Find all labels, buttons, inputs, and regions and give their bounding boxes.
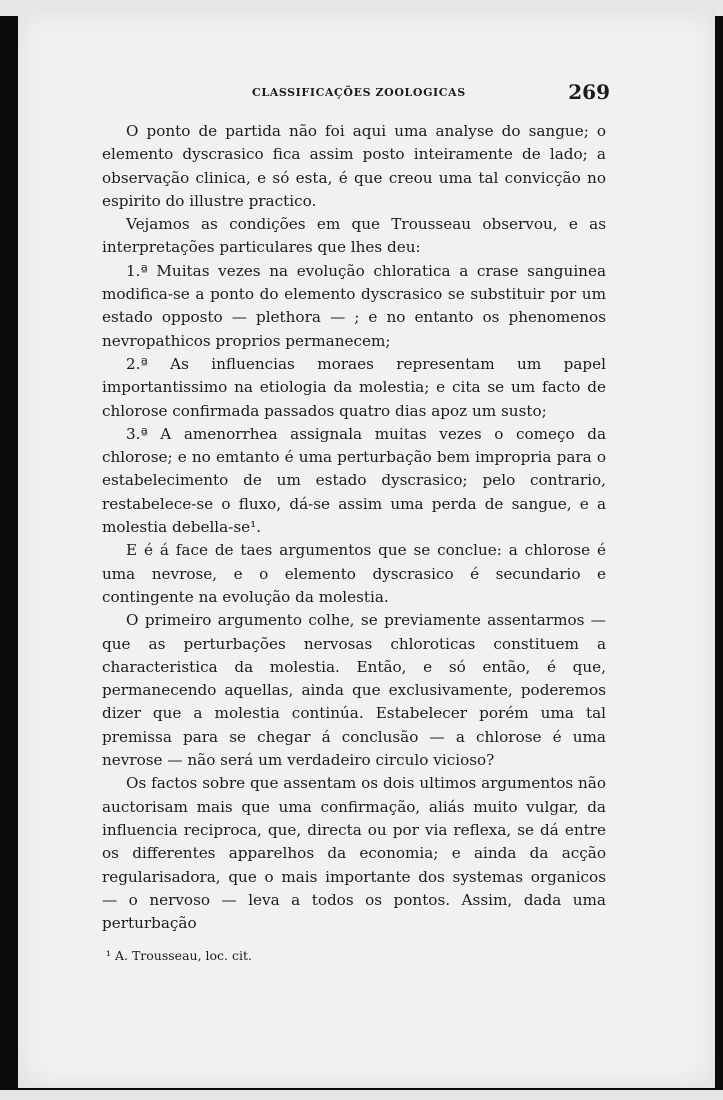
book-page [18,10,715,1088]
page-number: 269 [568,80,610,104]
paragraph: O primeiro argumento colhe, se previamente assentarmos — que as perturbações nervosas chloroticas constituem a characteristica da molestia. Então, e só então, é que, permanecendo aquellas, ainda que exclusivamente, poderemos dizer que a molestia continúa. Estabelecer porém uma tal premissa para se chegar á conclusão — a chlorose é uma nevrose — não será um verdadeiro circulo vicioso? [102,611,606,770]
page-header [102,80,610,110]
paragraph: 3.ª A amenorrhea assignala muitas vezes o começo da chlorose; e no emtanto é uma perturbação bem impropria para o estabelecimento de um estado dyscrasico; pelo contrario, restabelece-se o fluxo, dá-se assim uma perda de sangue, e a molestia debella-se¹. [102,424,606,537]
scan-bottom-edge [0,1090,723,1100]
paragraph: Vejamos as condições em que Trousseau observou, e as interpretações particulares que lhes deu: [102,215,606,257]
paragraph: 1.ª Muitas vezes na evolução chloratica a crase sanguinea modifica-se a ponto do elemento dyscrasico se substituir por um estado opposto — plethora — ; e no entanto os phenomenos nevropathicos proprios permanecem; [102,261,606,350]
paragraph: 2.ª As influencias moraes representam um papel importantissimo na etiologia da molestia; e cita se um facto de chlorose confirmada passados quatro dias apoz um susto; [102,354,606,420]
running-title: CLASSIFICAÇÕES ZOOLOGICAS [252,86,466,99]
page-content [102,80,610,965]
paragraph: Os factos sobre que assentam os dois ultimos argumentos não auctorisam mais que uma confirmação, aliás muito vulgar, da influencia reciproca, que, directa ou por via reflexa, se dá entre os differentes apparelhos da economia; e ainda da acção regularisadora, que o mais importante dos systemas organicos — o nervoso — leva a todos os pontos. Assim, dada uma perturbação [102,774,606,933]
body-text [102,120,606,935]
footnote: ¹ A. Trousseau, loc. cit. [106,948,252,964]
paragraph: O ponto de partida não foi aqui uma analyse do sangue; o elemento dyscrasico fica assim posto inteiramente de lado; a observação clinica, e só esta, é que creou uma tal convicção no espirito do illustre practico. [102,122,606,210]
paragraph: E é á face de taes argumentos que se conclue: a chlorose é uma nevrose, e o elemento dyscrasico é secundario e contingente na evolução da molestia. [102,541,606,606]
